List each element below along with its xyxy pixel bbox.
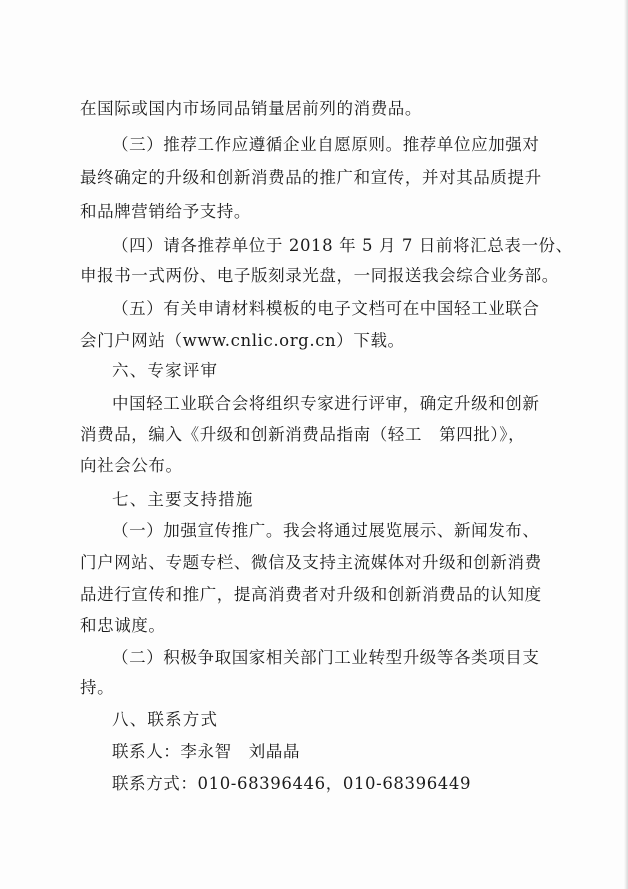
paragraph-line: 消费品，编入《升级和创新消费品指南（轻工 第四批）》， [80, 425, 526, 444]
paragraph-line: 向社会公布。 [80, 456, 183, 475]
paragraph-line: 和忠诚度。 [80, 616, 166, 635]
paragraph-line: （四）请各推荐单位于 2018 年 5 月 7 日前将汇总表一份、 [112, 236, 573, 255]
paragraph-line: 在国际或国内市场同品销量居前列的消费品。 [80, 99, 422, 118]
paragraph-line: （二）积极争取国家相关部门工业转型升级等各类项目支 [112, 648, 540, 667]
paragraph-line: （三）推荐工作应遵循企业自愿原则。推荐单位应加强对 [112, 135, 540, 154]
paragraph-line: 申报书一式两份、电子版刻录光盘，一同报送我会综合业务部。 [80, 266, 559, 285]
paragraph-line: 持。 [80, 678, 115, 697]
paragraph-line: 门户网站、专题专栏、微信及支持主流媒体对升级和创新消费 [80, 553, 542, 572]
paragraph-line: 最终确定的升级和创新消费品的推广和宣传，并对其品质提升 [80, 168, 542, 187]
paragraph-line: 会门户网站（www.cnlic.org.cn）下载。 [80, 331, 405, 350]
section-heading: 八、联系方式 [112, 710, 219, 729]
paragraph-line: 品进行宣传和推广，提高消费者对升级和创新消费品的认知度 [80, 585, 542, 604]
paragraph-line: （一）加强宣传推广。我会将通过展览展示、新闻发布、 [112, 521, 540, 540]
section-heading: 七、主要支持措施 [112, 490, 254, 509]
paragraph-line: 和品牌营销给予支持。 [80, 202, 251, 221]
paragraph-line: （五）有关申请材料模板的电子文档可在中国轻工业联合 [112, 299, 540, 318]
paragraph-line: 中国轻工业联合会将组织专家进行评审，确定升级和创新 [112, 394, 540, 413]
section-heading: 六、专家评审 [112, 361, 219, 380]
contact-phone: 联系方式：010-68396446，010-68396449 [112, 774, 472, 793]
page-edge-shadow [624, 0, 628, 889]
contact-person: 联系人：李永智 刘晶晶 [112, 742, 301, 761]
